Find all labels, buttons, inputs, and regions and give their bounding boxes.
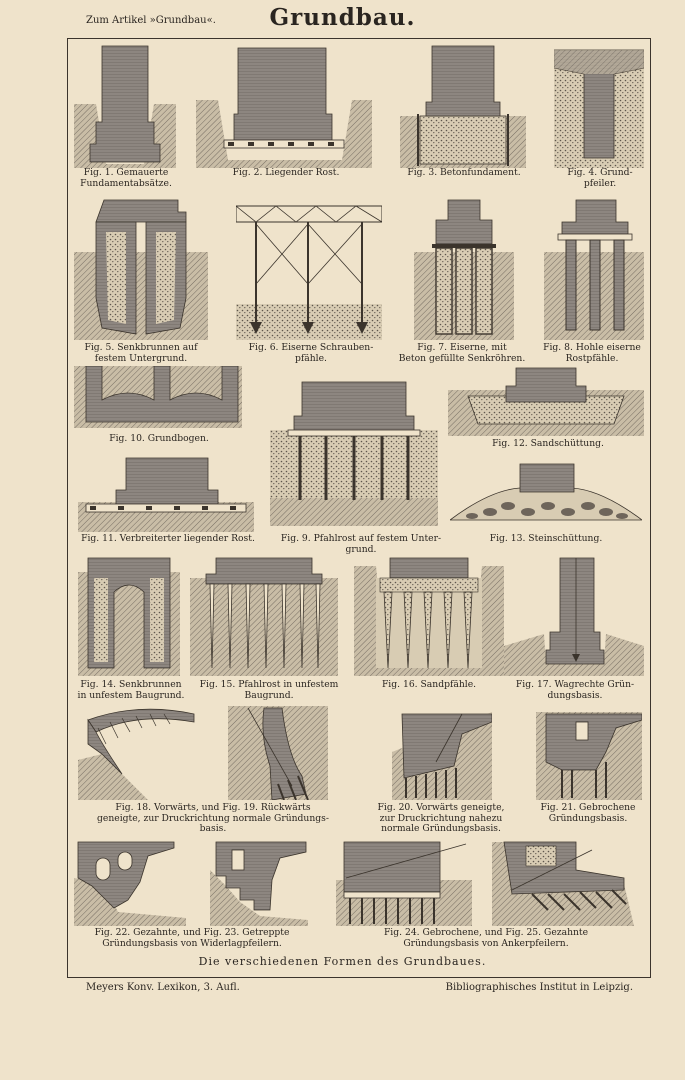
fig3-drawing [400, 44, 526, 168]
footer-publication: Meyers Konv. Lexikon, 3. Aufl. [86, 982, 240, 993]
footer-publisher: Bibliographisches Institut in Leipzig. [445, 982, 633, 993]
fig7-drawing [414, 198, 514, 340]
fig13-drawing [450, 462, 642, 528]
fig3-caption: Fig. 3. Betonfundament. [407, 167, 521, 178]
fig24-25-caption: Fig. 24. Gebrochene, und Fig. 25. Gezahnte Gründungsbasis von Ankerpfeilern. [383, 927, 589, 949]
fig15-caption: Fig. 15. Pfahlrost in unfestem Baugrund. [199, 679, 339, 701]
fig5-caption: Fig. 5. Senkbrunnen auf festem Untergrund. [84, 342, 198, 364]
fig23-drawing [210, 840, 308, 926]
fig15-drawing [190, 556, 338, 676]
page-title: Grundbau. [269, 4, 416, 31]
fig6-caption: Fig. 6. Eiserne Schrauben- pfähle. [248, 342, 374, 364]
fig8-drawing [544, 198, 644, 340]
fig9-drawing [270, 380, 438, 526]
fig7-caption: Fig. 7. Eiserne, mit Beton gefüllte Senkröhren. [398, 342, 526, 364]
fig5-drawing [74, 198, 208, 340]
fig20-caption: Fig. 20. Vorwärts geneigte, zur Druckrichtung nahezu normale Gründungsbasis. [377, 802, 505, 834]
fig22-23-caption: Fig. 22. Gezahnte, und Fig. 23. Getreppte Gründungsbasis von Widerlagpfeilern. [94, 927, 290, 949]
fig4-caption: Fig. 4. Grund- pfeiler. [567, 167, 633, 189]
fig25-drawing [492, 840, 634, 926]
fig1-caption: Fig. 1. Gemauerte Fundamentabsätze. [80, 167, 172, 189]
fig21-drawing [536, 712, 642, 800]
fig18-drawing [78, 704, 196, 800]
fig22-drawing [74, 838, 186, 926]
fig11-caption: Fig. 11. Verbreiterter liegender Rost. [81, 533, 255, 544]
fig16-caption: Fig. 16. Sandpfähle. [381, 679, 477, 690]
fig19-drawing [228, 706, 328, 800]
fig2-drawing [196, 44, 372, 168]
plate-caption: Die verschiedenen Formen des Grundbaues. [198, 955, 487, 968]
fig16-drawing [354, 556, 504, 676]
fig1-drawing [74, 44, 176, 168]
fig13-caption: Fig. 13. Steinschüttung. [489, 533, 603, 544]
fig24-drawing [336, 840, 472, 926]
article-reference: Zum Artikel »Grundbau«. [86, 15, 216, 26]
fig14-drawing [78, 556, 180, 676]
fig18-19-caption: Fig. 18. Vorwärts, und Fig. 19. Rückwärts geneigte, zur Druckrichtung normale Gründungs- basis. [97, 802, 329, 834]
fig14-caption: Fig. 14. Senkbrunnen in unfestem Baugrund. [77, 679, 185, 701]
fig6-drawing [236, 204, 382, 340]
fig12-drawing [448, 366, 644, 436]
fig12-caption: Fig. 12. Sandschüttung. [492, 438, 604, 449]
fig21-caption: Fig. 21. Gebrochene Gründungsbasis. [540, 802, 636, 824]
fig8-caption: Fig. 8. Hohle eiserne Rostpfähle. [543, 342, 641, 364]
fig2-caption: Fig. 2. Liegender Rost. [232, 167, 340, 178]
fig11-drawing [78, 456, 254, 532]
fig17-caption: Fig. 17. Wagrechte Grün- dungsbasis. [515, 679, 635, 701]
fig10-caption: Fig. 10. Grundbogen. [109, 433, 209, 444]
fig4-drawing [554, 44, 644, 168]
fig20-drawing [392, 712, 492, 800]
fig9-caption: Fig. 9. Pfahlrost auf festem Unter- grund. [280, 533, 442, 555]
fig10-drawing [74, 366, 242, 428]
fig17-drawing [504, 556, 644, 676]
